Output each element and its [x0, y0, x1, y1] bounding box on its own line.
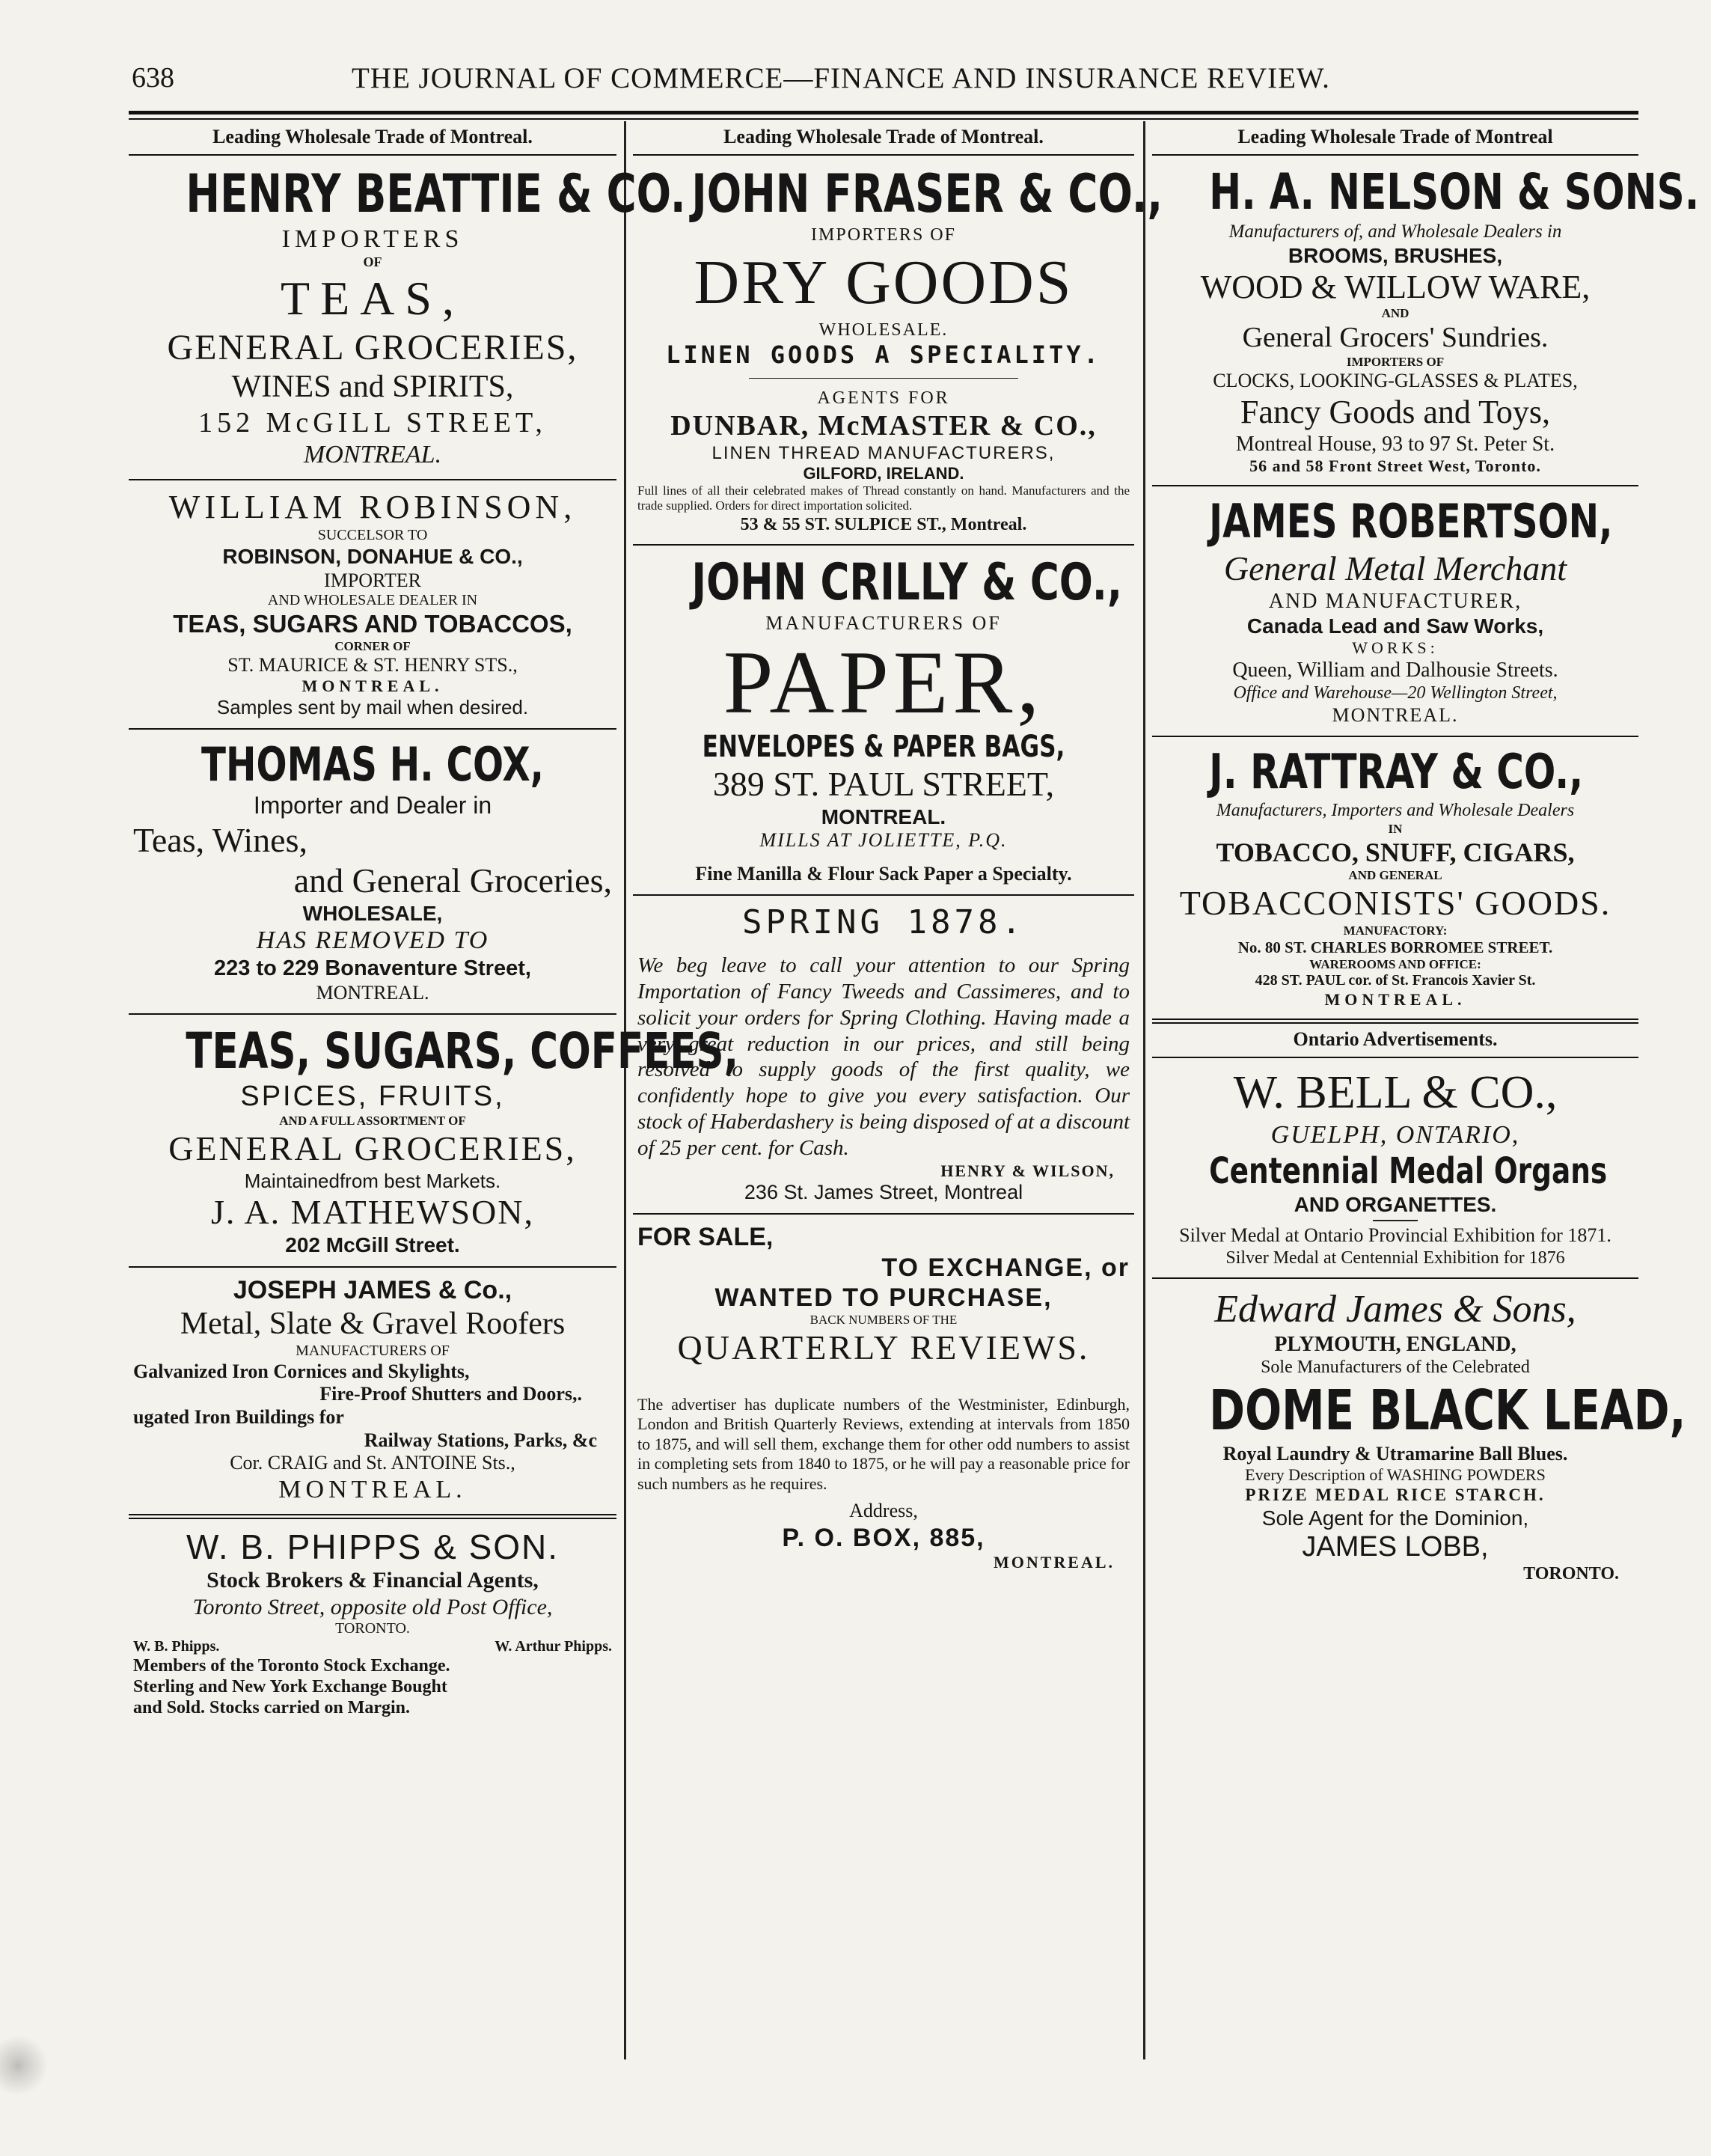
ad-line: General Metal Merchant: [1223, 549, 1567, 587]
ad-line: BROOMS, BRUSHES,: [1288, 243, 1503, 267]
ad-thomas-cox: [129, 730, 616, 1015]
ad-line: 428 ST. PAUL cor. of St. Francois Xavier St.: [1255, 972, 1536, 989]
ad-line: AND ORGANETTES.: [1294, 1193, 1497, 1217]
ad-body: The advertiser has duplicate numbers of the Westminister, Edinburgh, London and British Quarterly Reviews, extending at intervals from 1850 to 1875, and will sell them, exchange them for other odd numbers to assist in completing sets from 1840 to 1875, or he will pay a reasonable price for such numbers as he requires.: [637, 1395, 1130, 1493]
ad-line: Montreal House, 93 to 97 St. Peter St.: [1235, 432, 1555, 456]
ad-line: MONTREAL.: [993, 1552, 1115, 1572]
ad-line: ugated Iron Buildings for: [133, 1406, 344, 1429]
partner-name: W. Arthur Phipps.: [495, 1637, 612, 1655]
column-2: [633, 121, 1163, 2059]
ad-line: MANUFACTURERS OF: [765, 611, 1002, 634]
ad-line: J. A. MATHEWSON,: [211, 1193, 534, 1232]
ad-line: TOBACCONISTS' GOODS.: [1179, 884, 1611, 923]
ad-line: Fancy Goods and Toys,: [1240, 394, 1551, 431]
ad-line: AGENTS FOR: [817, 388, 950, 409]
ad-line: 56 and 58 Front Street West, Toronto.: [1249, 456, 1541, 475]
ad-line: AND WHOLESALE DEALER IN: [267, 592, 478, 609]
ad-line: 236 St. James Street, Montreal: [744, 1180, 1023, 1203]
ad-line: 53 & 55 ST. SULPICE ST., Montreal.: [740, 514, 1027, 534]
column-1-header: Leading Wholesale Trade of Montreal.: [129, 121, 616, 156]
ad-nelson-sons: [1152, 156, 1700, 486]
ad-line: WOOD & WILLOW WARE,: [1200, 268, 1591, 305]
ad-line: GUELPH, ONTARIO,: [1270, 1120, 1520, 1149]
running-head: THE JOURNAL OF COMMERCE—FINANCE AND INSURANCE REVIEW.: [352, 62, 1330, 94]
top-rule-thick: [129, 111, 1638, 114]
ad-line: JAMES LOBB,: [1302, 1530, 1489, 1563]
ad-line: GILFORD, IRELAND.: [803, 463, 964, 483]
ad-line: ROBINSON, DONAHUE & CO.,: [222, 545, 523, 569]
ad-line: Sterling and New York Exchange Bought: [133, 1677, 447, 1697]
ad-james-robertson: [1152, 486, 1638, 737]
ad-title: SPRING 1878.: [742, 903, 1025, 942]
ad-line: MANUFACTORY:: [1343, 923, 1448, 938]
page-number: 638: [132, 62, 174, 94]
ad-line: Railway Stations, Parks, &c: [364, 1429, 597, 1451]
ad-john-crilly: [633, 546, 1134, 896]
ad-line: LINEN THREAD MANUFACTURERS,: [711, 442, 1056, 463]
ad-line: Fine Manilla & Flour Sack Paper a Specialty.: [695, 862, 1072, 885]
ad-w-bell: [1152, 1058, 1638, 1279]
ad-rattray: [1152, 737, 1638, 1024]
ad-line: Queen, William and Dalhousie Streets.: [1232, 659, 1558, 682]
column-3: [1152, 121, 1700, 2059]
ad-line: Metal, Slate & Gravel Roofers: [180, 1306, 566, 1341]
ad-title: JOSEPH JAMES & Co.,: [233, 1276, 512, 1305]
ad-line: Address,: [849, 1499, 918, 1521]
ad-title: JOHN FRASER & CO.,: [691, 163, 1163, 225]
ad-title: Edward James & Sons,: [1214, 1288, 1576, 1331]
ad-line: Members of the Toronto Stock Exchange.: [133, 1655, 450, 1676]
ad-line: IMPORTERS OF: [1346, 355, 1445, 370]
column-2-header: Leading Wholesale Trade of Montreal.: [633, 121, 1134, 156]
ad-line: Silver Medal at Centennial Exhibition for 1876: [1225, 1248, 1565, 1268]
column-rule-2: [1143, 121, 1145, 2059]
ad-line: DUNBAR, McMASTER & CO.,: [670, 409, 1097, 442]
ad-line: SPICES, FRUITS,: [240, 1081, 505, 1113]
ad-line: WHOLESALE.: [818, 320, 949, 340]
ad-phipps: [129, 1519, 616, 1728]
ad-line: IMPORTERS: [281, 225, 464, 253]
ad-line: and General Groceries,: [293, 861, 612, 900]
ad-line: GENERAL GROCERIES,: [168, 1129, 577, 1168]
ad-line: 389 ST. PAUL STREET,: [712, 764, 1055, 803]
ad-line: BACK NUMBERS OF THE: [809, 1312, 958, 1327]
paper-smudge: [0, 2036, 60, 2110]
column-3-header: Leading Wholesale Trade of Montreal: [1152, 121, 1638, 156]
ad-line: ENVELOPES & PAPER BAGS,: [702, 729, 1065, 764]
ad-line: WAREROOMS AND OFFICE:: [1309, 957, 1481, 972]
ad-title: W. BELL & CO.,: [1233, 1066, 1558, 1118]
ad-line: MANUFACTURERS OF: [296, 1343, 450, 1360]
ad-line: 223 to 229 Bonaventure Street,: [214, 956, 531, 981]
ad-line: TEAS,: [281, 272, 465, 326]
ad-line: Cor. CRAIG and St. ANTOINE Sts.,: [230, 1452, 515, 1474]
ad-line: PRIZE MEDAL RICE STARCH.: [1245, 1485, 1546, 1505]
ad-line: TOBACCO, SNUFF, CIGARS,: [1216, 837, 1575, 867]
ad-henry-beattie: [129, 156, 686, 480]
partner-names: [133, 1638, 612, 1655]
ad-title: JOHN CRILLY & CO.,: [691, 552, 1123, 612]
ad-line: Toronto Street, opposite old Post Office,: [192, 1594, 553, 1619]
ad-title: WILLIAM ROBINSON,: [168, 488, 577, 525]
ad-spring-1878: [633, 896, 1134, 1215]
ad-line: MONTREAL.: [302, 677, 444, 696]
ad-line: CLOCKS, LOOKING-GLASSES & PLATES,: [1213, 370, 1578, 392]
ad-title: HENRY BEATTIE & CO.: [186, 163, 686, 225]
ad-line: P. O. BOX, 885,: [782, 1523, 985, 1552]
ad-line: ST. MAURICE & ST. HENRY STS.,: [227, 653, 518, 676]
ad-line: Samples sent by mail when desired.: [216, 696, 529, 719]
ad-line: WINES and SPIRITS,: [231, 370, 514, 405]
ad-line: AND: [1381, 306, 1409, 321]
ad-line: IMPORTER: [324, 569, 421, 591]
ad-line: HENRY & WILSON,: [940, 1161, 1115, 1180]
ad-line: IN: [1388, 821, 1403, 836]
ad-line: TO EXCHANGE, or: [881, 1253, 1130, 1282]
ad-line: AND GENERAL: [1348, 868, 1442, 883]
ad-title: THOMAS H. COX,: [201, 737, 545, 793]
ad-title: H. A. NELSON & SONS.: [1209, 163, 1700, 221]
ad-line: Royal Laundry & Utramarine Ball Blues.: [1222, 1442, 1568, 1465]
ad-line: WANTED TO PURCHASE,: [714, 1283, 1053, 1312]
ad-line: Full lines of all their celebrated makes of Thread constantly on hand. Manufacturers and the trade supplied. Orders for direct importation solicited.: [637, 483, 1130, 513]
ad-line: Every Description of WASHING POWDERS: [1245, 1465, 1546, 1485]
ad-body: We beg leave to call your attention to our Spring Importation of Fancy Tweeds and Cassimeres, and to solicit your orders for Spring Clothing. Having made a very great reduction in our prices, and still being resolved to supply goods of the first quality, we confidently hope to give you every satisfaction. Our stock of Haberdashery is being disposed of at a discount of 25 per cent. for Cash.: [637, 953, 1130, 1160]
ad-joseph-james: [129, 1268, 616, 1519]
ad-line: Silver Medal at Ontario Provincial Exhibition for 1871.: [1179, 1224, 1611, 1247]
ad-line: LINEN GOODS A SPECIALITY.: [666, 340, 1101, 369]
ad-line: Manufacturers of, and Wholesale Dealers in: [1228, 222, 1562, 242]
ad-line: Sole Agent for the Dominion,: [1261, 1506, 1529, 1530]
ad-line: MONTREAL.: [303, 440, 442, 468]
partner-name: W. B. Phipps.: [133, 1637, 220, 1655]
ad-line: FOR SALE,: [637, 1223, 774, 1252]
ad-william-robinson: [129, 480, 616, 730]
ad-line: TEAS, SUGARS AND TOBACCOS,: [173, 609, 572, 638]
ad-line: SUCCELSOR TO: [317, 526, 428, 543]
ad-line: Manufacturers, Importers and Wholesale Dealers: [1216, 801, 1575, 821]
ad-line: Maintainedfrom best Markets.: [244, 1169, 501, 1192]
ad-john-fraser: [633, 156, 1163, 546]
top-rule-thin: [129, 118, 1638, 120]
ad-for-sale: [633, 1215, 1134, 1581]
decorative-rule: [1373, 1220, 1418, 1221]
ad-line: TORONTO.: [1523, 1564, 1619, 1584]
ad-line: No. 80 ST. CHARLES BORROMEE STREET.: [1237, 938, 1553, 957]
ad-line: Galvanized Iron Cornices and Skylights,: [133, 1360, 470, 1382]
ad-line: AND A FULL ASSORTMENT OF: [279, 1114, 466, 1129]
ad-line: PLYMOUTH, ENGLAND,: [1274, 1333, 1516, 1357]
ad-line: MONTREAL.: [278, 1476, 467, 1504]
ad-edward-james: [1152, 1279, 1686, 1594]
ad-title: TEAS, SUGARS, COFFEES,: [186, 1022, 739, 1081]
ad-line: QUARTERLY REVIEWS.: [677, 1328, 1090, 1366]
ad-line: MONTREAL.: [316, 981, 429, 1004]
ad-line: 152 McGILL STREET,: [198, 407, 547, 439]
column-rule-1: [624, 121, 626, 2059]
ad-line: Fire-Proof Shutters and Doors,.: [319, 1383, 582, 1405]
ontario-section-header: Ontario Advertisements.: [1152, 1024, 1638, 1058]
ad-line: CORNER OF: [334, 638, 411, 653]
ad-line: DOME BLACK LEAD,: [1209, 1378, 1686, 1443]
ad-line: General Grocers' Sundries.: [1242, 322, 1549, 354]
ad-line: HAS REMOVED TO: [256, 926, 489, 955]
ad-line: MONTREAL.: [821, 804, 946, 828]
ad-line: Sole Manufacturers of the Celebrated: [1261, 1358, 1530, 1378]
ad-line: Canada Lead and Saw Works,: [1246, 614, 1544, 638]
ad-line: WHOLESALE,: [302, 902, 443, 926]
ad-line: Teas, Wines,: [133, 820, 307, 859]
ad-line: TORONTO.: [335, 1620, 410, 1637]
ad-title: JAMES ROBERTSON,: [1209, 493, 1613, 549]
ad-line: GENERAL GROCERIES,: [167, 327, 578, 367]
ad-line: MONTREAL.: [1324, 989, 1466, 1009]
ad-line: MILLS AT JOLIETTE, P.Q.: [759, 828, 1008, 851]
ad-line: PAPER,: [723, 632, 1044, 732]
ad-line: IMPORTERS OF: [811, 225, 956, 245]
ad-title: W. B. PHIPPS & SON.: [186, 1527, 560, 1567]
ad-title: J. RATTRAY & CO.,: [1209, 745, 1584, 801]
ad-line: OF: [363, 254, 382, 270]
ad-line: Importer and Dealer in: [253, 792, 492, 819]
ad-line: DRY GOODS: [694, 248, 1074, 318]
ad-line: Office and Warehouse—20 Wellington Street,: [1233, 683, 1558, 703]
ad-line: AND MANUFACTURER,: [1268, 590, 1522, 614]
ad-line: WORKS:: [1352, 638, 1439, 658]
ad-line: 202 McGill Street.: [285, 1233, 460, 1257]
ad-line: Centennial Medal Organs: [1209, 1150, 1608, 1193]
ad-line: Stock Brokers & Financial Agents,: [206, 1568, 539, 1593]
ad-line: MONTREAL.: [1332, 703, 1459, 726]
ad-line: and Sold. Stocks carried on Margin.: [133, 1698, 411, 1718]
